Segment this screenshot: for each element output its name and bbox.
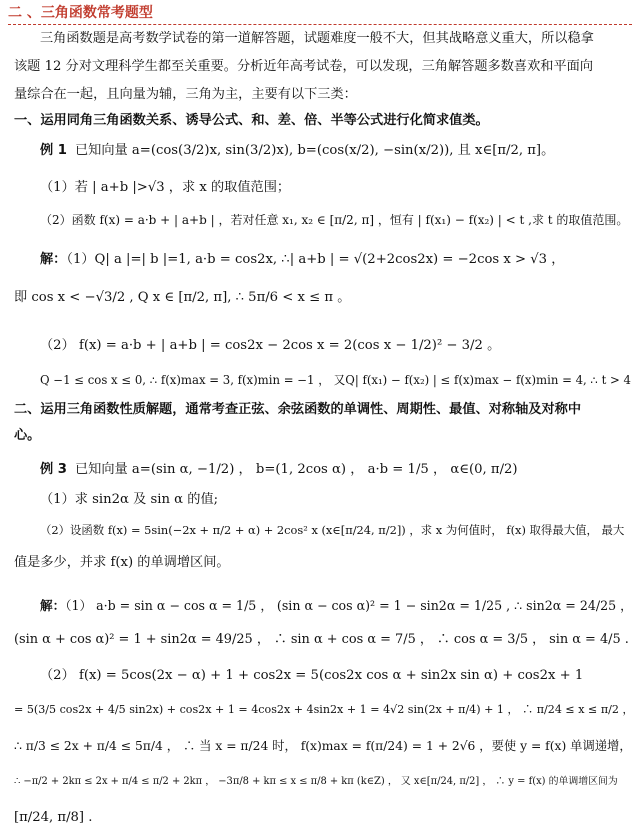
solution1-label: 解： (40, 252, 67, 267)
example3-solution-7: [π/24, π/8] . (14, 810, 93, 825)
example3-label: 例 3 (40, 462, 67, 477)
section2-title-2: 心。 (14, 428, 41, 443)
section-header: 二 、三角函数常考题型 (8, 5, 153, 21)
intro-line-1: 三角函数题是高考数学试卷的第一道解答题，试题难度一般不大，但其战略意义重大，所以稳拿 (40, 31, 594, 46)
intro-line-2: 该题 12 分对文理科学生都至关重要。分析近年高考试卷，可以发现，三角解答题多数喜欢和平面向 (14, 59, 594, 74)
example3-solution-4: = 5(3/5 cos2x + 4/5 sin2x) + cos2x + 1 = 4cos2x + 4sin2x + 1 = 4√2 sin(2x + π/4) + 1 ， ∴ π/24 ≤ x ≤ π/2 ， (14, 703, 634, 716)
example3-solution-1 (40, 598, 633, 614)
example3-solution-3: （2） f(x) = 5cos(2x − α) + 1 + cos2x = 5(cos2x cos α + sin2x sin α) + cos2x + 1 (40, 668, 584, 683)
example3-q2-line1: （2）设函数 f(x) = 5sin(−2x + π/2 + α) + 2cos² x (x∈[π/24, π/2]) ，求 x 为何值时， f(x) 取得最大值， 最大 (40, 523, 625, 537)
header-divider (8, 24, 632, 25)
example3-q2-line2: 值是多少，并求 f(x) 的单调增区间。 (14, 555, 230, 570)
example3-solution-5: ∴ π/3 ≤ 2x + π/4 ≤ 5π/4 ， ∴ 当 x = π/24 时， f(x)max = f(π/24) = 1 + 2√6 ，要使 y = f(x) 单调递增， (14, 739, 632, 753)
section2-title-1: 二、运用三角函数性质解题，通常考查正弦、余弦函数的单调性、周期性、最值、对称轴及对称中 (14, 402, 582, 417)
solution3-s1: （1） a·b = sin α − cos α = 1/5 ， (sin α − cos α)² = 1 − sin2α = 1/25 , ∴ sin2α = 24/25 ， (65, 598, 633, 613)
example3-q1: （1）求 sin2α 及 sin α 的值; (40, 492, 219, 507)
example1-text: 已知向量 a=(cos(3/2)x, sin(3/2)x), b=(cos(x/2), −sin(x/2)), 且 x∈[π/2, π]。 (74, 143, 555, 158)
solution3-label: 解： (40, 598, 66, 613)
example3 (40, 462, 518, 478)
example1-q1: （1）若 | a+b |>√3 ，求 x 的取值范围； (40, 180, 291, 195)
example1-solution-4: Q −1 ≤ cos x ≤ 0, ∴ f(x)max = 3, f(x)min = −1 ， 又Q| f(x₁) − f(x₂) | ≤ f(x)max − f(x)min = 4, ∴ t > 4 (40, 373, 631, 387)
example1-solution-2: 即 cos x < −√3/2 , Q x ∈ [π/2, π], ∴ 5π/6 < x ≤ π 。 (14, 290, 351, 305)
example3-text: 已知向量 a=(sin α, −1/2) ， b=(1, 2cos α) ， a·b = 1/5 ， α∈(0, π/2) (74, 462, 518, 477)
example3-solution-6: ∴ −π/2 + 2kπ ≤ 2x + π/4 ≤ π/2 + 2kπ ， −3π/8 + kπ ≤ x ≤ π/8 + kπ (k∈Z) ， 又 x∈[π/24, π/2] ， ∴ y = f(x) 的单调增区间为 (14, 776, 618, 787)
example1-label: 例 1 (40, 143, 67, 158)
example1-solution-1 (40, 252, 564, 268)
example3-solution-2: (sin α + cos α)² = 1 + sin2α = 49/25 ， ∴ sin α + cos α = 7/5 ， ∴ cos α = 3/5 ， sin α = 4/5 . (14, 632, 629, 647)
intro-line-3: 量综合在一起，且向量为辅，三角为主，主要有以下三类： (14, 87, 357, 102)
solution1-s1: （1）Q| a |=| b |=1, a·b = cos2x, ∴| a+b | = √(2+2cos2x) = −2cos x > √3 ， (66, 252, 565, 267)
example1-solution-3: （2） f(x) = a·b + | a+b | = cos2x − 2cos x = 2(cos x − 1/2)² − 3/2 。 (40, 338, 501, 353)
example1 (40, 143, 554, 159)
example1-q2: （2）函数 f(x) = a·b + | a+b | ，若对任意 x₁, x₂ ∈ [π/2, π] ，恒有 | f(x₁) − f(x₂) | < t ,求 t 的取值范围。 (40, 213, 629, 227)
section1-title: 一、运用同角三角函数关系、诱导公式、和、差、倍、半等公式进行化简求值类。 (14, 113, 489, 128)
